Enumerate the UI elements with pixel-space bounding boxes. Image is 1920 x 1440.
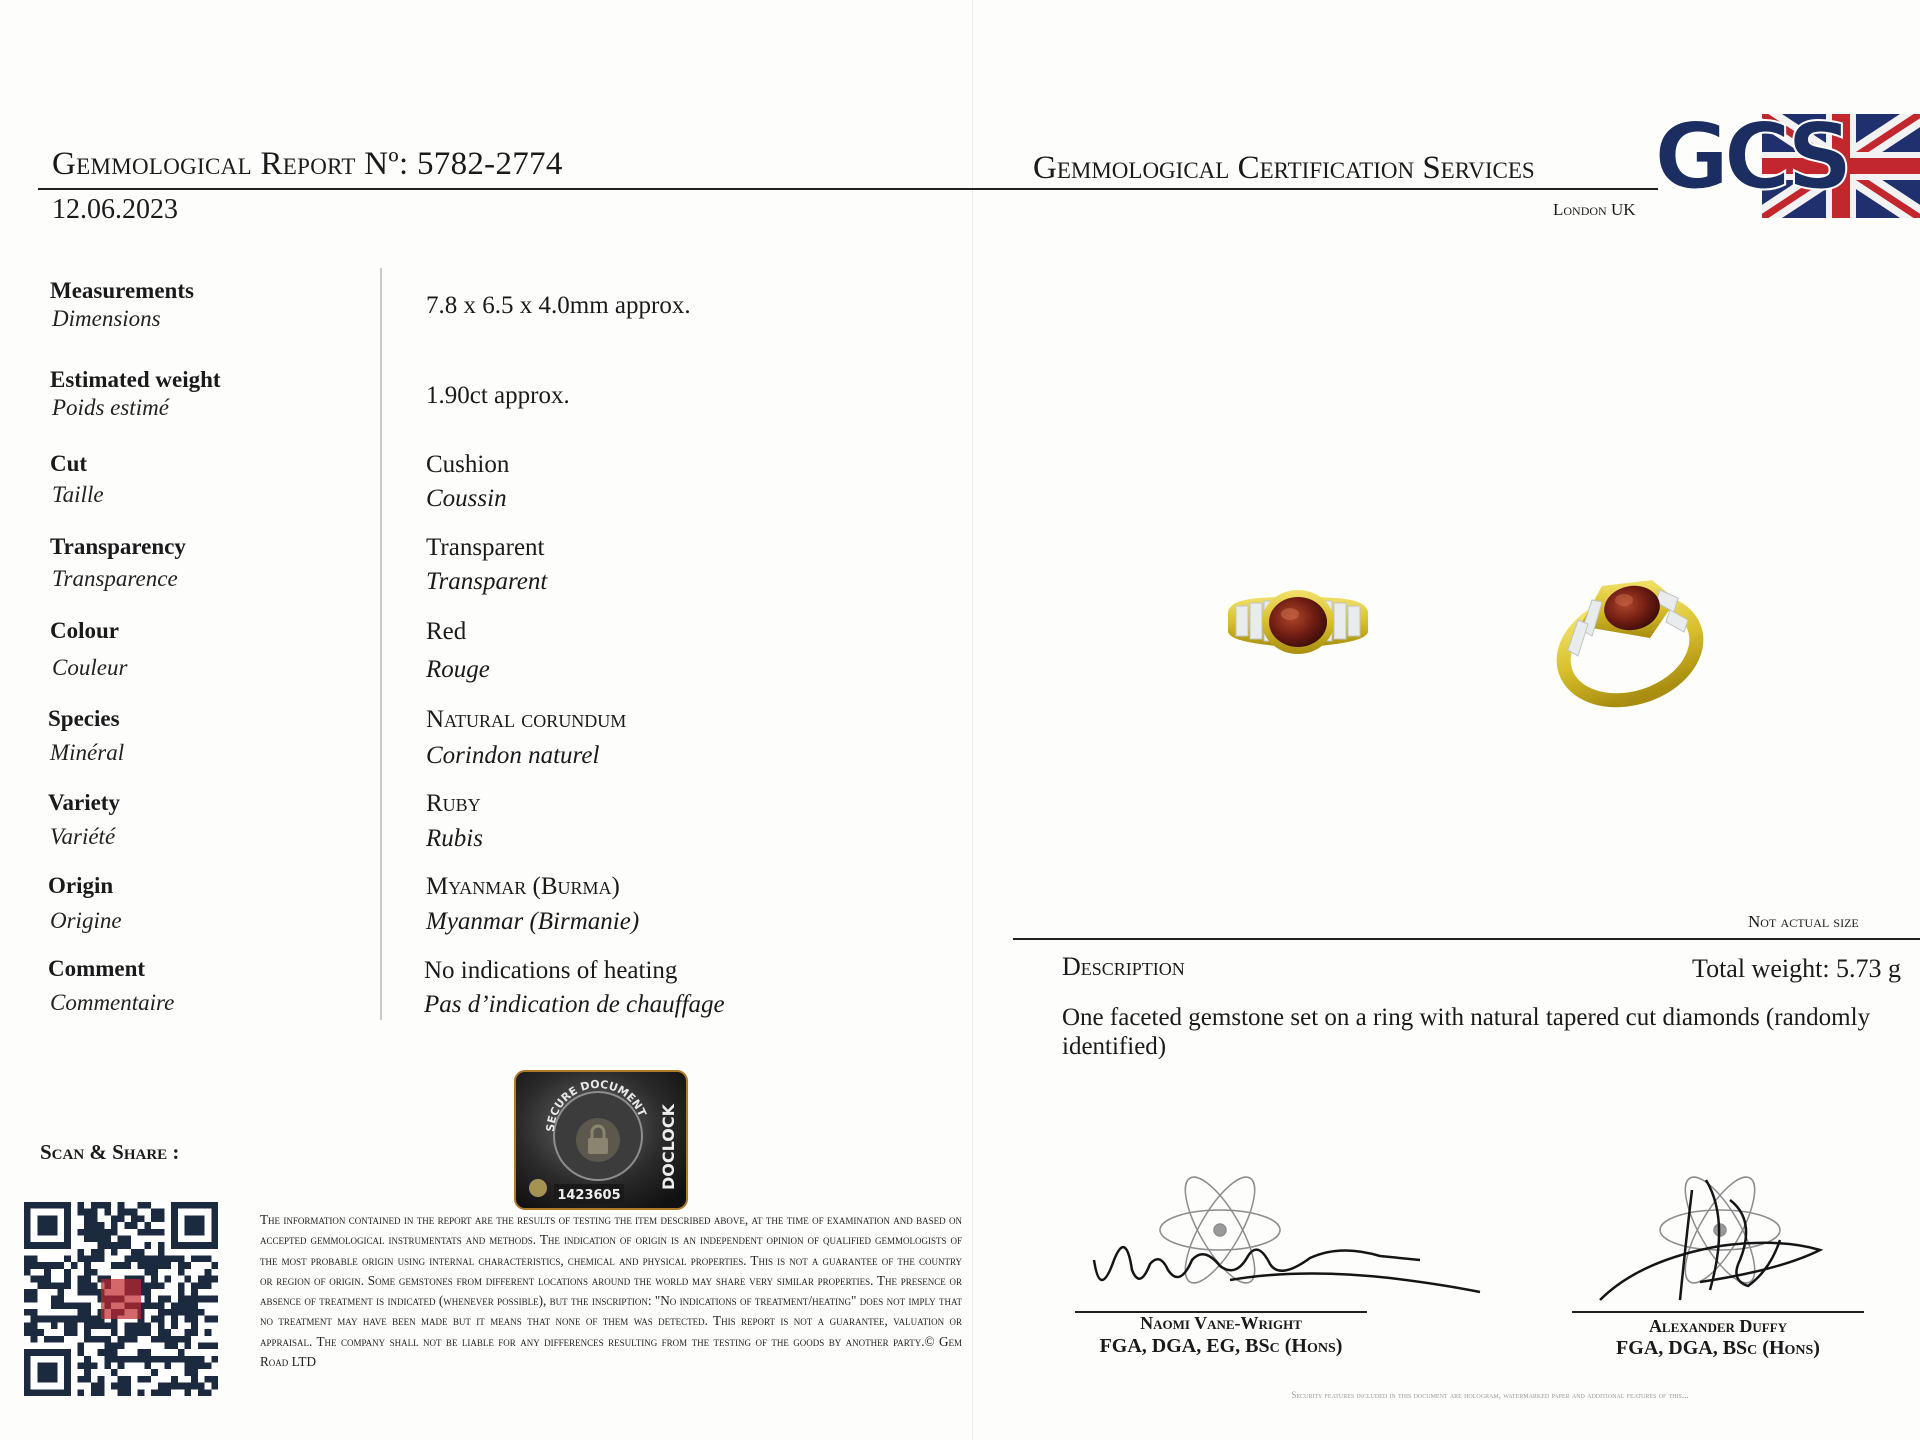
logo-text: GCS <box>1654 108 1847 210</box>
value-colour-fr: Rouge <box>426 656 490 683</box>
value-origin: Myanmar (Burma) <box>426 873 620 900</box>
value-species-fr: Corindon naturel <box>426 742 600 769</box>
value-species: Natural corundum <box>426 706 627 733</box>
security-footer-note: Security features included in this document are hologram, watermarked paper and additional features of this... <box>1291 1390 1689 1400</box>
value-origin-fr: Myanmar (Birmanie) <box>426 908 640 935</box>
label-taille-fr: Taille <box>52 482 104 507</box>
ring-side-view <box>1550 580 1709 717</box>
label-couleur-fr: Couleur <box>52 655 128 680</box>
label-origine-fr: Origine <box>50 908 122 933</box>
signature-left <box>1094 1247 1480 1292</box>
value-comment: No indications of heating <box>424 957 678 984</box>
label-transparency: Transparency <box>50 534 186 559</box>
doclock-hologram <box>514 1070 688 1210</box>
company-city: London UK <box>1553 200 1636 219</box>
label-mineral-fr: Minéral <box>50 740 125 765</box>
signer-2-name: Alexander Duffy <box>1648 1316 1788 1336</box>
scan-share-title: Scan & Share : <box>40 1140 180 1164</box>
value-transparency-fr: Transparent <box>426 568 548 595</box>
total-weight: Total weight: 5.73 g <box>1692 954 1902 983</box>
ring-front-view <box>1228 590 1368 654</box>
label-origin: Origin <box>48 873 114 898</box>
report-date: 12.06.2023 <box>52 194 178 225</box>
label-colour: Colour <box>50 618 119 643</box>
description-text: One faceted gemstone set on a ring with natural tapered cut diamonds (randomly identified) <box>1062 1004 1871 1060</box>
value-estimated-weight: 1.90ct approx. <box>426 382 570 409</box>
label-transparence-fr: Transparence <box>52 566 178 591</box>
signature-right <box>1600 1180 1820 1300</box>
description-rule <box>1013 938 1920 940</box>
page-fold <box>972 0 973 1440</box>
value-cut: Cushion <box>426 451 510 478</box>
signature-line-2 <box>1572 1311 1864 1313</box>
header-rule <box>38 188 1658 190</box>
report-title: Gemmological Report Nº: 5782-2774 <box>52 146 563 182</box>
description-title: Description <box>1062 952 1185 981</box>
signer-1-name: Naomi Vane-Wright <box>1140 1313 1302 1333</box>
not-actual-size-note: Not actual size <box>1748 912 1859 931</box>
label-estimated-weight: Estimated weight <box>50 367 221 392</box>
value-measurements: 7.8 x 6.5 x 4.0mm approx. <box>426 292 691 319</box>
label-commentaire-fr: Commentaire <box>50 990 175 1015</box>
label-measurements: Measurements <box>50 278 194 303</box>
qr-code[interactable] <box>24 1202 218 1396</box>
company-name: Gemmological Certification Services <box>1033 150 1535 186</box>
value-variety-fr: Rubis <box>426 825 483 852</box>
hologram-brand: DOCLOCK <box>659 1104 678 1190</box>
gcs-logo <box>1652 108 1920 224</box>
signatures-artwork <box>1080 1160 1860 1310</box>
disclaimer-text: The information contained in the report are the results of testing the item described above, at the time of examination and based on accepted gemmological instrumentats and methods. The indication of origin is an independent opinion of qualified gemmologists of the most probable origin using internal characteristics, chemical and physical properties. This is not a guarantee of the country or region of origin. Some gemstones from different locations around the world may share very similar properties. The presence or absence of treatment is indicated (whenever possible), but the inscription: "No indications of treatment/heating" does not imply that no treatment may have been made but it means that none of them was detected. This report is not a guarantee, valuation or appraisal. The company shall not be liable for any differences resulting from the testing of the goods by another party.© Gem Road LTD <box>260 1212 962 1370</box>
label-dimensions-fr: Dimensions <box>52 306 161 331</box>
atom-seal-left <box>1160 1168 1280 1292</box>
value-colour: Red <box>426 618 467 645</box>
label-cut: Cut <box>50 451 88 476</box>
hologram-serial: 1423605 <box>557 1188 621 1203</box>
value-transparency: Transparent <box>426 534 545 561</box>
label-poids-estime-fr: Poids estimé <box>52 395 169 420</box>
label-variete-fr: Variété <box>50 824 116 849</box>
value-variety: Ruby <box>426 790 481 817</box>
label-comment: Comment <box>48 956 146 981</box>
hologram-ring-text: SECURE DOCUMENT <box>543 1077 649 1133</box>
signer-1-quals: FGA, DGA, EG, BSc (Hons) <box>1099 1335 1343 1357</box>
label-variety: Variety <box>48 790 120 815</box>
signer-2-quals: FGA, DGA, BSc (Hons) <box>1616 1337 1820 1359</box>
label-species: Species <box>48 706 120 731</box>
value-cut-fr: Coussin <box>426 485 507 512</box>
value-comment-fr: Pas d’indication de chauffage <box>424 991 725 1018</box>
ring-photos <box>1200 540 1760 720</box>
column-divider <box>380 268 382 1020</box>
